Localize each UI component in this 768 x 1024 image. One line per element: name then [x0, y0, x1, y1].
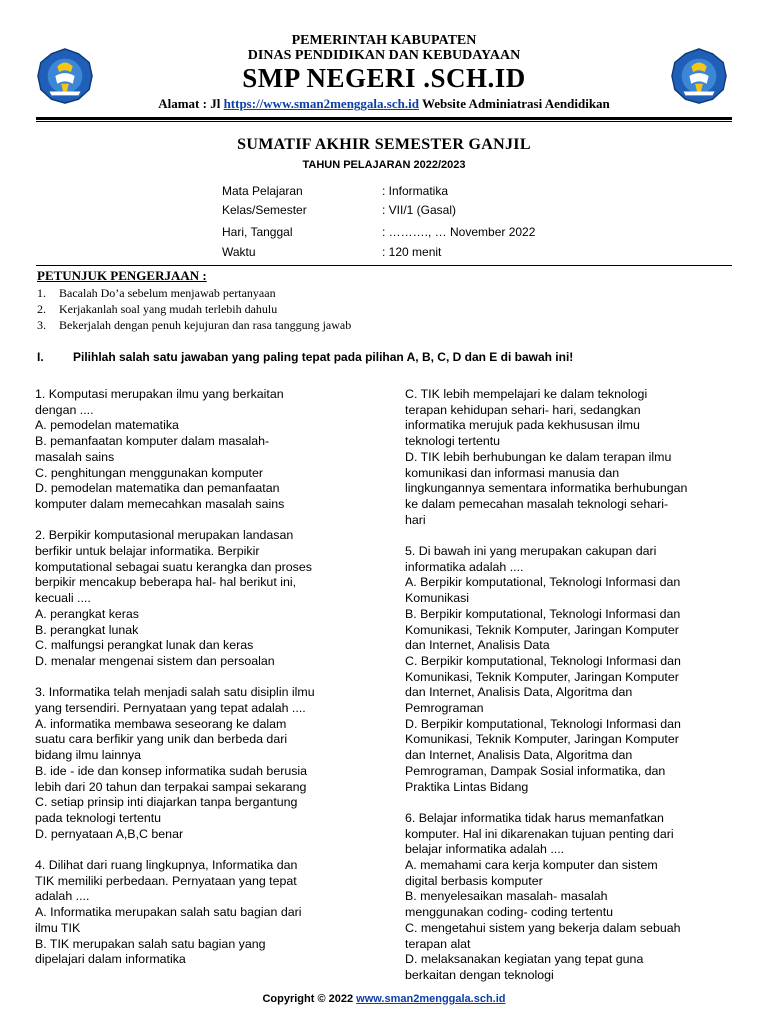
question-line: B. Berpikir komputational, Teknologi Informasi dan	[405, 606, 681, 621]
question-spacer	[35, 842, 385, 858]
question-line: pada teknologi tertentu	[35, 810, 162, 825]
question-line: berkaitan dengan teknologi	[405, 967, 554, 982]
question-spacer	[35, 513, 385, 529]
letterhead-divider	[36, 117, 732, 120]
question-line: digital berbasis komputer	[405, 873, 543, 888]
question-line: 1. Komputasi merupakan ilmu yang berkaitan	[35, 387, 284, 401]
question-line: 3. Informatika telah menjadi salah satu disiplin ilmu	[35, 685, 315, 700]
question-line: lebih dari 20 tahun dan terpakai sampai sekarang	[35, 779, 307, 794]
info-label: Hari, Tanggal	[222, 225, 293, 239]
question-line: Komunikasi	[405, 591, 470, 606]
question-line: ilmu TIK	[35, 920, 81, 935]
question-line: D. pernyataan A,B,C benar	[35, 826, 184, 841]
section-heading	[37, 350, 573, 364]
question-line: terapan kehidupan sehari- hari, sedangkan	[405, 402, 641, 417]
question-line: yang tersendiri. Pernyataan yang tepat adalah ....	[35, 701, 306, 716]
question-line: bidang ilmu lainnya	[35, 748, 142, 763]
question-line: D. Berpikir komputational, Teknologi Informasi dan	[405, 716, 681, 731]
school-name: SMP NEGERI .SCH.ID	[242, 63, 526, 93]
question-line: A. pemodelan matematika	[35, 418, 179, 433]
department-line: DINAS PENDIDIKAN DAN KEBUDAYAAN	[247, 48, 521, 63]
instruction-text: Bacalah Do’a sebelum menjawab pertanyaan	[59, 286, 276, 300]
question-line: informatika adalah ....	[405, 559, 524, 574]
letterhead-divider-thin	[36, 121, 732, 122]
question-line: A. Informatika merupakan salah satu bagian dari	[35, 905, 302, 920]
footer-copyright	[0, 993, 768, 1005]
instruction-item	[37, 302, 277, 317]
instructions-title: PETUNJUK PENGERJAAN :	[37, 268, 207, 283]
question-line: B. perangkat lunak	[35, 622, 139, 637]
section-number: I.	[37, 350, 44, 364]
question-line: komputer dalam memecahkan masalah sains	[35, 496, 285, 511]
question-line: D. TIK lebih berhubungan ke dalam terapan ilmu	[405, 449, 672, 464]
question-line: komunikasi dan informasi manusia dan	[405, 465, 620, 480]
instruction-text: Bekerjalah dengan penuh kejujuran dan rasa tanggung jawab	[59, 318, 352, 332]
question-line: C. malfungsi perangkat lunak dan keras	[35, 638, 254, 653]
question-line: B. pemanfaatan komputer dalam masalah-	[35, 434, 270, 449]
question-line: A. memahami cara kerja komputer dan sistem	[405, 858, 658, 873]
instruction-number: 1.	[37, 286, 46, 300]
info-divider	[36, 265, 732, 266]
government-line: PEMERINTAH KABUPATEN	[291, 33, 477, 48]
info-value: : 120 menit	[382, 245, 442, 259]
question-spacer	[405, 795, 745, 811]
address-suffix: Website Adminiatrasi Aendidikan	[418, 96, 610, 111]
question-line: informatika merujuk pada kekhususan ilmu	[405, 418, 640, 433]
copyright-text: Copyright © 2022	[262, 993, 357, 1005]
question-line: B. TIK merupakan salah satu bagian yang	[35, 936, 266, 951]
school-website-link[interactable]: https://www.sman2menggala.sch.id	[223, 96, 419, 111]
question-line: dan Internet, Analisis Data, Algoritma dan	[405, 748, 633, 763]
question-line: Praktika Lintas Bidang	[405, 779, 529, 794]
question-line: A. informatika membawa seseorang ke dalam	[35, 716, 287, 731]
question-line: adalah ....	[35, 889, 90, 904]
question-line: dengan ....	[35, 402, 94, 417]
question-line: C. Berpikir komputational, Teknologi Informasi dan	[405, 653, 681, 668]
question-line: C. mengetahui sistem yang bekerja dalam sebuah	[405, 920, 681, 935]
question-line: C. penghitungan menggunakan komputer	[35, 465, 264, 480]
question-line: D. pemodelan matematika dan pemanfaatan	[35, 481, 280, 496]
question-line: kecuali ....	[35, 591, 91, 606]
question-line: Komunikasi, Teknik Komputer, Jaringan Komputer	[405, 622, 679, 637]
question-line: Pemrograman, Dampak Sosial informatika, dan	[405, 763, 666, 778]
info-label: Waktu	[222, 245, 256, 259]
question-spacer	[405, 528, 745, 544]
address-line	[0, 96, 768, 112]
question-line: ke dalam pemecahan masalah teknologi sehari-	[405, 496, 669, 511]
instruction-text: Kerjakanlah soal yang mudah terlebih dahulu	[59, 302, 278, 316]
instruction-item	[37, 318, 351, 333]
question-line: A. Berpikir komputational, Teknologi Informasi dan	[405, 575, 681, 590]
section-instruction: Pilihlah salah satu jawaban yang paling tepat pada pilihan A, B, C, D dan E di bawah ini!	[73, 350, 574, 364]
question-line: teknologi tertentu	[405, 434, 501, 449]
question-line: A. perangkat keras	[35, 606, 140, 621]
question-line: B. ide - ide dan konsep informatika sudah berusia	[35, 763, 308, 778]
question-line: dan Internet, Analisis Data	[405, 638, 550, 653]
info-label: Kelas/Semester	[222, 203, 307, 217]
question-line: 4. Dilihat dari ruang lingkupnya, Informatika dan	[35, 858, 298, 873]
question-line: dan Internet, Analisis Data, Algoritma dan	[405, 685, 633, 700]
questions-left-column	[35, 387, 385, 968]
question-line: berpikir mencakup beberapa hal- hal berikut ini,	[35, 575, 297, 590]
question-line: D. melaksanakan kegiatan yang tepat guna	[405, 952, 644, 967]
question-spacer	[35, 670, 385, 686]
footer-website-link[interactable]: www.sman2menggala.sch.id	[356, 993, 506, 1005]
question-line: belajar informatika adalah ....	[405, 842, 565, 857]
instruction-number: 3.	[37, 318, 46, 332]
question-line: komputational sebagai suatu kerangka dan proses	[35, 559, 312, 574]
question-line: 5. Di bawah ini yang merupakan cakupan dari	[405, 544, 657, 559]
question-line: 6. Belajar informatika tidak harus memanfatkan	[405, 810, 664, 825]
address-prefix: Alamat : Jl	[158, 96, 224, 111]
question-line: C. setiap prinsip inti diajarkan tanpa bergantung	[35, 795, 298, 810]
question-line: berfikir untuk belajar informatika. Berpikir	[35, 544, 260, 559]
question-line: B. menyelesaikan masalah- masalah	[405, 889, 608, 904]
question-line: terapan alat	[405, 936, 471, 951]
question-line: 2. Berpikir komputasional merupakan landasan	[35, 528, 294, 543]
exam-title: SUMATIF AKHIR SEMESTER GANJIL	[237, 136, 531, 153]
question-line: TIK memiliki perbedaan. Pernyataan yang tepat	[35, 873, 297, 888]
info-label: Mata Pelajaran	[222, 184, 303, 198]
question-line: C. TIK lebih mempelajari ke dalam teknologi	[405, 387, 648, 401]
info-value: : Informatika	[382, 184, 449, 198]
question-line: lingkungannya sementara informatika berhubungan	[405, 481, 688, 496]
question-line: dipelajari dalam informatika	[35, 952, 186, 967]
question-line: suatu cara berfikir yang unik dan berbeda dari	[35, 732, 288, 747]
info-value: : VII/1 (Gasal)	[382, 203, 457, 217]
question-line: masalah sains	[35, 449, 115, 464]
question-line: komputer. Hal ini dikarenakan tujuan penting dari	[405, 826, 674, 841]
info-value: : ………., … November 2022	[382, 225, 536, 239]
instruction-item	[37, 286, 276, 301]
academic-year: TAHUN PELAJARAN 2022/2023	[302, 159, 466, 171]
question-line: menggunakan coding- coding tertentu	[405, 905, 614, 920]
question-line: D. menalar mengenai sistem dan persoalan	[35, 653, 275, 668]
question-line: Pemrograman	[405, 701, 484, 716]
instruction-number: 2.	[37, 302, 46, 316]
questions-right-column	[405, 387, 745, 984]
question-line: Komunikasi, Teknik Komputer, Jaringan Komputer	[405, 669, 679, 684]
question-line: hari	[405, 512, 426, 527]
question-line: Komunikasi, Teknik Komputer, Jaringan Komputer	[405, 732, 679, 747]
